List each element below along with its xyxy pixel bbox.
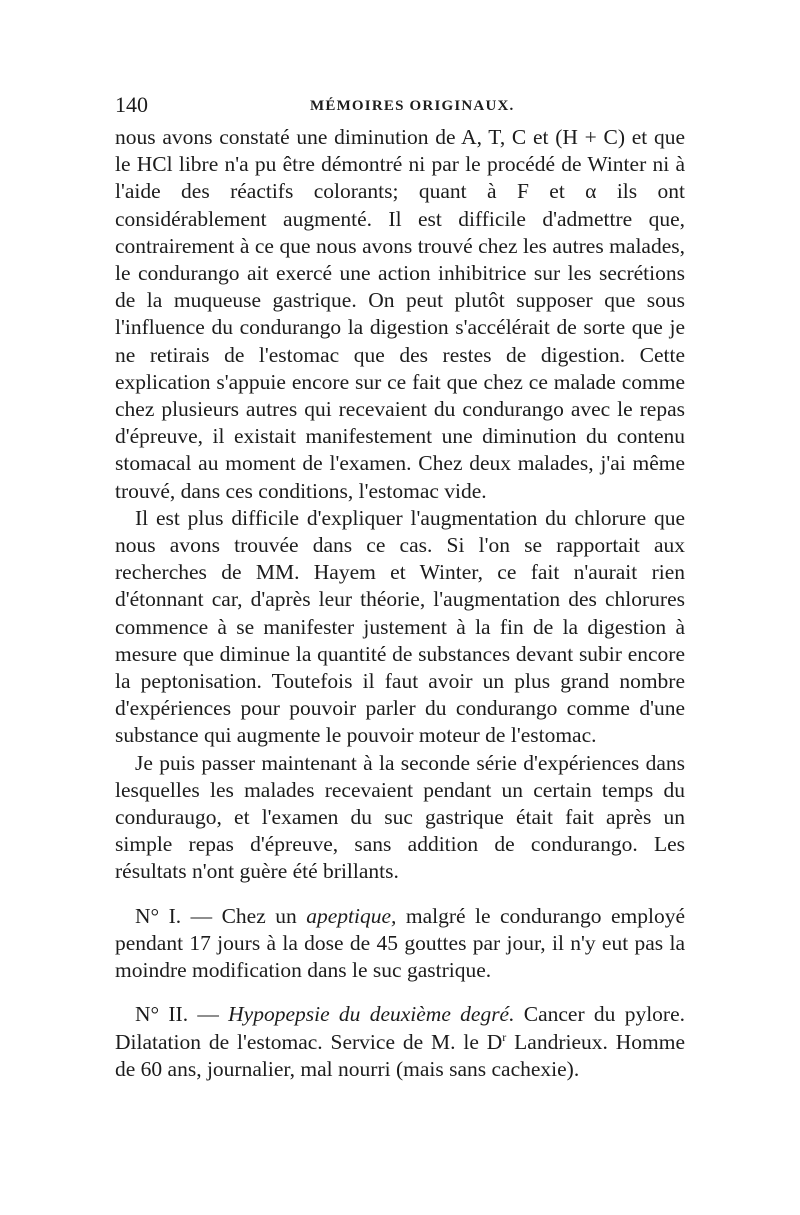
case-text: Landrieux. Homme de 60 ans, journalier, mal nourri (mais sans cachexie). (115, 1029, 685, 1081)
case-label: N° I. — Chez un (135, 903, 297, 928)
page-header (115, 92, 695, 118)
superscript: r (502, 1029, 507, 1044)
page-number: 140 (115, 92, 148, 117)
paragraph: nous avons constaté une diminution de A, T, C et (H + C) et que le HCl libre n'a pu être démontré ni par le procédé de Winter ni à l'aide des réactifs colorants; quant à F et α ils ont considérablement augmenté. Il est difficile d'admettre que, contrairement à ce que nous avons trouvé chez les autres malades, le condurango ait exercé une action inhibitrice sur les secrétions de la muqueuse gastrique. On peut plutôt supposer que sous l'influence du condurango la digestion s'accélérait de sorte que je ne retirais de l'estomac que des restes de digestion. Cette explication s'appuie encore sur ce fait que chez ce malade comme chez plusieurs autres qui recevaient du condurango avec le repas d'épreuve, il existait manifestement une diminution du contenu stomacal au moment de l'examen. Chez deux malades, j'ai même trouvé, dans ces conditions, l'estomac vide. (115, 125, 685, 503)
case-text: Cancer du pylore. Dilatation de l'estomac. Service de M. le D (115, 1002, 685, 1054)
case-title: apeptique, (306, 903, 397, 928)
body-text (115, 124, 685, 1083)
case-label: N° II. — (135, 1002, 219, 1027)
case-paragraph (115, 1001, 685, 1083)
paragraph: Il est plus difficile d'expliquer l'augmentation du chlorure que nous avons trouvée dans ce cas. Si l'on se rapportait aux recherches de MM. Hayem et Winter, ce fait n'aurait rien d'étonnant car, d'après leur théorie, l'augmentation des chlorures commence à se manifester justement à la fin de la digestion à mesure que diminue la quantité de substances devant subir encore la peptonisation. Toutefois il faut avoir un plus grand nombre d'expériences pour pouvoir parler du condurango comme d'une substance qui augmente le pouvoir moteur de l'estomac. (115, 505, 685, 748)
case-paragraph (115, 903, 685, 985)
case-text: malgré le condurango employé pendant 17 jours à la dose de 45 gouttes par jour, il n'y eut pas la moindre modification dans le suc gastrique. (115, 903, 685, 983)
case-title: Hypopepsie du deuxième degré. (228, 1002, 515, 1027)
running-head: MÉMOIRES ORIGINAUX. (310, 98, 515, 114)
paragraph: Je puis passer maintenant à la seconde série d'expériences dans lesquelles les malades recevaient pendant un certain temps du conduraugo, et l'examen du suc gastrique était fait après un simple repas d'épreuve, sans addition de condurango. Les résultats n'ont guère été brillants. (115, 750, 685, 884)
